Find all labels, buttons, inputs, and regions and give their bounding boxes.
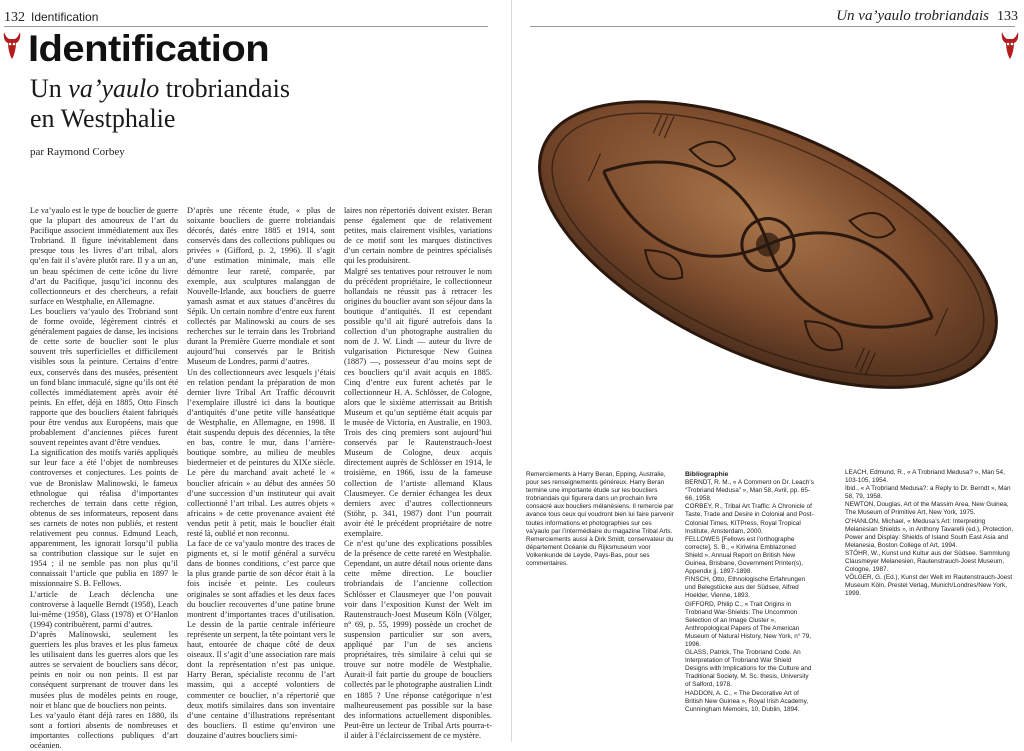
paragraph: L’article de Leach déclencha une controverse à laquelle Berndt (1958), Leach lui-même (1958), Glass (1978) et O’Hanlon (1994) contribuèrent, parmi d’autres. — [30, 589, 178, 629]
bibliography-column-1 — [685, 471, 815, 739]
paragraph: Les boucliers va’yaulo des Trobriand sont de forme ovoïde, légèrement cintrés et généralement pagaies de danse, les incisions de cette sorte de bouclier sont le plus souvent très superficielles et difficilement visibles sous la peinture. Certains d’entre eux, conservés dans des musées, présentent un fond blanc immaculé, signe qu’ils ont été collectés immédiatement après avoir été peints. En effet, déjà en 1885, Otto Finsch rapporte que des boucliers étaient fabriqués pour être vendus aux Européens, mais que probablement d’anciennes pièces furent souvent repeintes avant d’être vendues. — [30, 306, 178, 448]
body-column-3 — [344, 206, 492, 740]
left-running-header — [4, 10, 98, 26]
page-gutter — [511, 0, 512, 742]
bibliography-entry: NEWTON, Douglas, Art of the Massim Area, New Guinea, The Museum of Primitive Art, New York, 1975. — [845, 501, 1009, 517]
paragraph: Ce n’est qu’une des explications possibles de la présence de cette rareté en Westphalie. Cependant, un autre détail nous oriente dans cette même direction. Le bouclier trobriandais de l’ancienne collection Schlösser et Clausmeyer que l’on pouvait voir dans l’exposition Kunst der Welt im Rautenstrauch-Joest Museum Köln (Völger, n° 69, p. 55, 1999) possède un crochet de suspension particulier sur son avers, appliqué par l’un de ses anciens propriétaires, très similaire à celui qui se trouve sur notre modèle de Westphalie. Aurait-il fait partie du groupe de boucliers collectés par le photographe australien Lindt en 1885 ? Une réponse catégorique n’est malheureusement pas possible sur la base des informations actuellement disponibles. Peut-être un lecteur de Tribal Arts pourra-t-il aider à l’éclaircissement de ce mystère. — [344, 539, 492, 740]
title-part: Un — [30, 74, 69, 103]
left-running-title: Identification — [31, 10, 99, 24]
bibliography-entry: BERNDT, R. M., « A Comment on Dr. Leach’s “Trobriand Medusa” », Man 58, Avril, pp. 65-66, 1958. — [685, 479, 814, 503]
bibliography-entry: STÖHR, W., Kunst und Kultur aus der Südsee. Sammlung Clausmeyer Melanesien, Rautenstrauch-Joest Museum, Cologne, 1987. — [845, 549, 1010, 574]
bibliography-entry: LEACH, Edmund, R., « A Trobriand Medusa? », Man 54, 103-105, 1954. — [845, 469, 1005, 485]
horned-mask-icon — [2, 30, 22, 60]
paragraph: laires non répertoriés doivent exister. Beran pense également que de relativement petites, mais clairement visibles, variations de ce motif sont les marques distinctives d’un certain nombre de peintres spécialisés qui les produisirent. — [344, 206, 492, 266]
acknowledgement-note: Remerciements à Harry Beran, Epping, Australie, pour ses renseignements généreux. Harry Beran termine une importante étude sur les boucliers trobriandais qui figurera dans un prochain livre consacré aux boucliers mélanésiens. Il remercie par avance tous ceux qui voudront bien lui faire parvenir toutes informations et photographies sur ces va’yaulo par l’intermédiaire du magazine Tribal Arts. Remerciements aussi à Dirk Smidt, conservateur du département Océanie du Rijksmuseum voor Volkenkunde de Leyde, Pays-Bas, pour ses commentaires. — [526, 471, 674, 568]
bibliography-entry: CORBEY, R., Tribal Art Traffic: A Chronicle of Taste, Trade and Desire in Colonial and Post-Colonial Times, KITPress, Royal Tropical Institute, Amsterdam, 2000. — [685, 503, 814, 535]
bibliography-column-2 — [845, 469, 1017, 669]
right-page-number: 133 — [997, 9, 1018, 24]
paragraph: D’après Malinowski, seulement les guerriers les plus braves et les plus fameux les utilisaient dans les guerres alors que les autres se servaient de boucliers sans décor, peints en noir ou non peints. Il est par conséquent surprenant de trouver dans les musées plus de modèles peints en rouge, noir et blanc que de boucliers non peints. — [30, 629, 178, 710]
paragraph: La signification des motifs variés appliqués sur leur face a été l’objet de nombreuses controverses et conjectures. Les points de vue de Bronislaw Malinowski, le fameux ethnologue qui réalisa d’importantes recherches de terrain dans cette région, obtenus de ses informateurs, reposent dans ses carnets de notes non publiés, et restent relativement peu connus. Edmund Leach, apparemment, les ignorait lorsqu’il publia sa contribution classique sur le sujet en 1954 ; il ne semble pas non plus qu’il connaissait l’article que publia en 1897 le missionnaire S. B. Fellows. — [30, 448, 178, 589]
bibliography-title: Bibliographie — [685, 471, 729, 478]
vayaulo-shield-photo — [520, 40, 1015, 440]
bibliography-entry: GLASS, Patrick, The Trobriand Code. An Interpretation of Trobriand War Shield Designs with Implications for the Culture and Traditional Society, M. Sc. thesis, University of Salford, 1978. — [685, 649, 812, 689]
paragraph: D’après une récente étude, « plus de soixante boucliers de guerre trobriandais décorés, datés entre 1885 et 1914, sont conservés dans des collections publiques ou privées » (Gifford, p. 2, 1996). Il s’agit d’une estimation minimale, mais elle démontre leur rareté, comparée, par exemple, aux sculptures malanggan de Nouvelle-Irlande, aux boucliers de guerre yamash asmat et aux statues d’ancêtres du Sépik. Un certain nombre d’entre eux furent collectés par Malinowski au cours de ses recherches sur le terrain dans les Trobriand durant la Première Guerre mondiale et sont aujourd’hui conservés par le British Museum de Londres, parmi d’autres. — [187, 206, 335, 367]
left-page-number: 132 — [4, 10, 25, 25]
bibliography-entry: FINSCH, Otto, Ethnologische Erfahrungen und Belegstücke aus der Südsee, Alfred Hoelder, Vienne, 1893. — [685, 576, 806, 600]
right-running-header — [836, 8, 1018, 25]
paragraph: Un des collectionneurs avec lesquels j’étais en relation pendant la préparation de mon dernier livre Tribal Art Traffic découvrit l’exemplaire illustré ici dans la boutique d’antiquités d’une petite ville hanséatique de Westphalie, en Allemagne, en 1998. Il était suspendu depuis des décennies, la tête en bas, contre le mur, dans l’arrière-boutique sombre, au milieu de meubles biedermeier et de peintures du XIXe siècle. Le père du marchand avait acheté le « bouclier africain » au début des années 50 d’une succession d’un instituteur qui avait collectionné l’art tribal. Les autres objets « africains » de cette provenance avaient été vendus petit à petit, mais le bouclier était resté là, oublié et non reconnu. — [187, 367, 335, 538]
bibliography-entry: FELLOWES [Fellows est l’orthographe correcte], S. B., « Kiriwina Emblazoned Shield », Annual Report on British New Guinea, Brisbane, Government Printer(s), Appendix jj, 1897-1898. — [685, 535, 803, 576]
paragraph: La face de ce va’yaulo montre des traces de pigments et, si le motif général a survécu dans de bonnes conditions, c’est parce que la plus grande partie de son décor était à la fois incisée et peinte. Les couleurs originales se sont affadies et les deux faces du bouclier recouvertes d’une patine brune montrent d’importantes traces d’utilisation. Le dessin de la partie centrale inférieure représente un serpent, la tête pointant vers le haut, entourée de chaque côté de deux oiseaux. Il s’agit d’une association rare mais dont la représentation n’est pas unique. Harry Beran, spécialiste reconnu de l’art massim, qui a accepté volontiers de commenter ce bouclier, n’a répertorié que deux motifs similaires dans son inventaire d’une centaine d’illustrations représentant des boucliers. Il estime qu’environ une douzaine d’autres boucliers simi- — [187, 539, 335, 740]
left-header-rule — [4, 26, 488, 27]
title-italic-term: va’yaulo — [68, 74, 160, 103]
bibliography-entry: O’HANLON, Michael, « Medusa’s Art: Interpreting Melanesian Shields », in Anthony Tavarelli (ed.), Protection, Power and Display: Shields of Island South East Asia and Melanesia, Boston College of Art, 1994. — [845, 517, 1014, 549]
bibliography-entry: Ibid., « A Trobriand Medusa?: a Reply to Dr. Berndt », Man 58, 79, 1958. — [845, 485, 1011, 501]
body-column-2 — [187, 206, 335, 740]
bibliography-entry: VÖLGER, G. (Ed.), Kunst der Welt im Rautenstrauch-Joest Museum Köln, Prestel Verlag, Munich/Londres/New York, 1999. — [845, 574, 1013, 598]
author-byline: par Raymond Corbey — [30, 146, 125, 158]
paragraph: Malgré ses tentatives pour retrouver le nom du précédent propriétaire, le collectionneur hollandais ne réussit pas à retracer les origines du bouclier avant son séjour dans la boutique d’antiquités. Il est cependant possible qu’il ait figuré autrefois dans la collection d’un photographe australien du nom de J. W. Lindt — auteur du livre de vulgarisation Picturesque New Guinea (1887) —, possesseur d’au moins sept de ces boucliers qu’il avait acquis en 1885. Cinq d’entre eux furent achetés par le collectionneur H. A. Schlösser, de Cologne, alors que le sixième atterrissait au British Museum et qu’un septième était acquis par le musée de Victoria, en Australie, en 1903. Trois des cinq premiers sont aujourd’hui conservés par le Rautenstrauch-Joest Museum de Cologne, deux acquis directement auprès de Schlösser en 1914, le troisième, en 1966, issu de la fameuse collection de l’artiste allemand Klaus Clausmeyer. Ce dernier échangea les deux derniers avec d’autres collectionneurs (Stöhr, p. 341, 1987) dont l’un pourrait avoir été le précédent propriétaire de notre exemplaire. — [344, 266, 492, 538]
body-column-1 — [30, 206, 178, 750]
title-part: trobriandais — [159, 74, 290, 103]
title-line-2: en Westphalie — [30, 104, 176, 133]
paragraph: Les va’yaulo étant déjà rares en 1880, ils sont a fortiori absents de nombreuses et importantes collections publiques d’art océanien. — [30, 710, 178, 750]
right-running-title: Un va’yaulo trobriandais — [836, 8, 989, 24]
paragraph: Le va’yaulo est le type de bouclier de guerre que la plupart des amoureux de l’art du Pacifique associent immédiatement aux îles Trobriand. Il figure inévitablement dans presque tous les livres d’art tribal, alors qu’en fait il s’avère plutôt rare. Il y a un an, un beau spécimen de cette icône du livre d’art du Pacifique, jusqu’ici inconnu des collectionneurs et des chercheurs, a refait surface en Westphalie, en Allemagne. — [30, 206, 178, 306]
bibliography-entry: GIFFORD, Philip C., « Trait Origins in Trobriand War-Shields: The Uncommon Selection of an Image Cluster », Anthropological Papers of The American Museum of Natural History, New York, n° 79, 1996. — [685, 600, 812, 648]
section-title: Identification — [28, 28, 270, 69]
right-header-rule — [530, 26, 1015, 27]
bibliography-entry: HADDON, A. C., « The Decorative Art of British New Guinea », Royal Irish Academy, Cunningham Memoirs, 10, Dublin, 1894. — [685, 689, 809, 713]
article-title — [30, 74, 480, 134]
